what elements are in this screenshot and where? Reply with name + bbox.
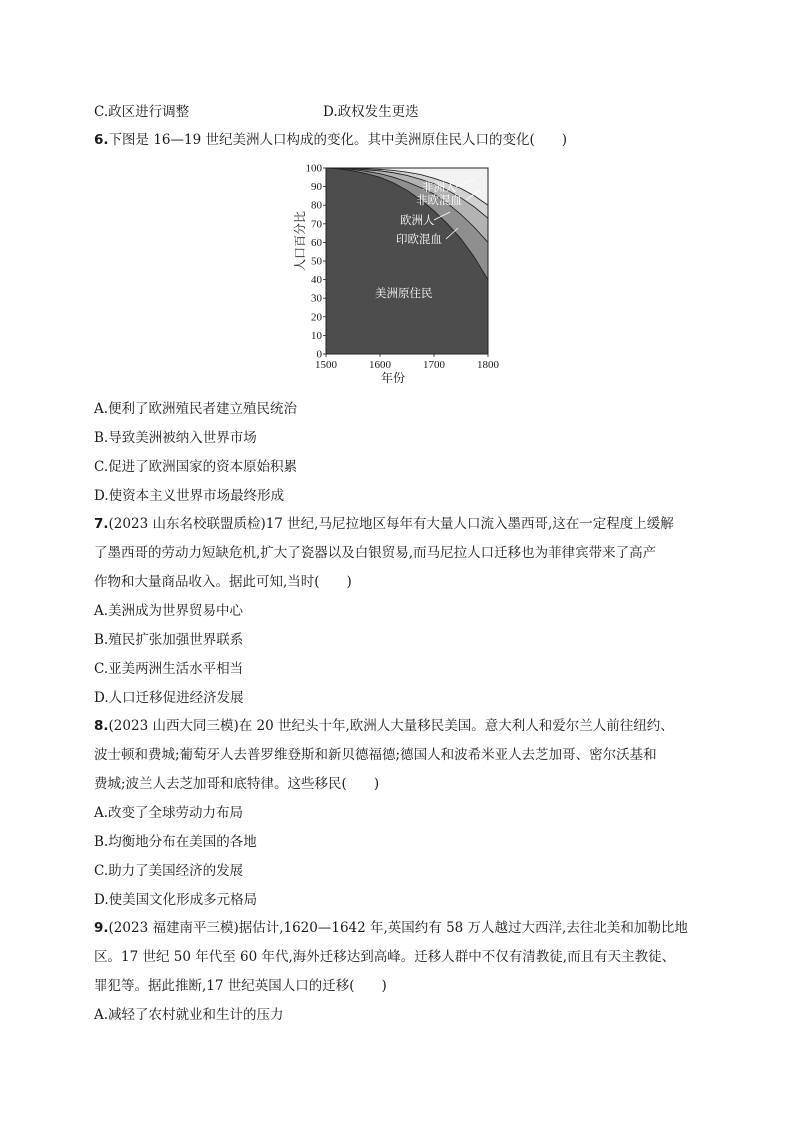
y-tick-label: 80 xyxy=(311,199,322,212)
q6-option-a: A.便利了欧洲殖民者建立殖民统治 xyxy=(94,401,298,417)
label-natives: 美洲原住民 xyxy=(375,286,433,300)
q6-option-d: D.使资本主义世界市场最终形成 xyxy=(94,488,285,504)
q8-text-1: (2023 山西大同三模)在 20 世纪头十年,欧洲人大量移民美国。意大利人和爱尔兰人前往纽约、 xyxy=(108,718,674,734)
q6-text: 下图是 16—19 世纪美洲人口构成的变化。其中美洲原住民人口的变化( ) xyxy=(108,132,568,148)
y-tick-label: 10 xyxy=(311,329,322,342)
q9-text-1: (2023 福建南平三模)据估计,1620—1642 年,英国约有 58 万人越过大西洋,去往北美和加勒比地 xyxy=(108,920,688,936)
q7-number: 7. xyxy=(94,516,109,532)
q6-option-c: C.促进了欧洲国家的资本原始积累 xyxy=(94,459,298,475)
q8-option-d: D.使美国文化形成多元格局 xyxy=(94,892,258,908)
q7-text-1: (2023 山东名校联盟质检)17 世纪,马尼拉地区每年有大量人口流入墨西哥,这在一定程度上缓解 xyxy=(108,516,674,532)
q8-line-2: 波士顿和费城;葡萄牙人去普罗维登斯和新贝德福德;德国人和波希米亚人去芝加哥、密尔沃基和 xyxy=(94,747,657,763)
q9-line-3: 罪犯等。据此推断,17 世纪英国人口的迁移( ) xyxy=(94,978,387,994)
q9-line-2: 区。17 世纪 50 年代至 60 年代,海外迁移达到高峰。迁移人群中不仅有清教徒,而且有天主教徒、 xyxy=(94,949,676,965)
x-axis-label: 年份 xyxy=(380,371,406,385)
x-tick-label: 1500 xyxy=(315,359,337,371)
prev-option-d: D.政权发生更迭 xyxy=(323,104,419,120)
q7-line-1 xyxy=(94,515,674,533)
q8-option-b: B.均衡地分布在美国的各地 xyxy=(94,834,257,850)
q7-line-3: 作物和大量商品收入。据此可知,当时( ) xyxy=(94,574,352,590)
q8-line-1 xyxy=(94,717,674,735)
y-tick-label: 0 xyxy=(316,348,322,361)
y-tick-label: 60 xyxy=(311,236,322,249)
q9-number: 9. xyxy=(94,920,109,936)
q8-option-c: C.助力了美国经济的发展 xyxy=(94,863,244,879)
q6-option-b: B.导致美洲被纳入世界市场 xyxy=(94,430,257,446)
q9-line-1 xyxy=(94,919,688,937)
x-tick-label: 1700 xyxy=(423,359,445,371)
q7-option-c: C.亚美两洲生活水平相当 xyxy=(94,661,244,677)
label-africans: 非洲人 xyxy=(422,180,457,194)
q6-number: 6. xyxy=(94,132,109,148)
q6-stem xyxy=(94,131,567,149)
q7-line-2: 了墨西哥的劳动力短缺危机,扩大了瓷器以及白银贸易,而马尼拉人口迁移也为菲律宾带来了高产 xyxy=(94,545,657,561)
population-chart xyxy=(282,160,512,392)
label-indo-european: 印欧混血 xyxy=(396,232,442,246)
y-tick-label: 20 xyxy=(311,311,322,324)
y-tick-label: 90 xyxy=(311,181,322,194)
q8-number: 8. xyxy=(94,718,109,734)
q8-line-3: 费城;波兰人去芝加哥和底特律。这些移民( ) xyxy=(94,776,380,792)
population-area-chart xyxy=(282,160,512,392)
prev-option-c: C.政区进行调整 xyxy=(94,104,190,120)
q7-option-b: B.殖民扩张加强世界联系 xyxy=(94,632,244,648)
label-europeans: 欧洲人 xyxy=(400,213,435,227)
y-tick-label: 40 xyxy=(311,274,322,287)
label-afro-european: 非欧混血 xyxy=(416,193,462,207)
y-tick-label: 100 xyxy=(305,162,322,175)
q7-option-d: D.人口迁移促进经济发展 xyxy=(94,690,244,706)
x-tick-label: 1600 xyxy=(369,359,391,371)
y-axis-label: 人口百分比 xyxy=(293,210,307,272)
q8-option-a: A.改变了全球劳动力布局 xyxy=(94,805,244,821)
y-tick-label: 30 xyxy=(311,292,322,305)
q9-option-a: A.减轻了农村就业和生计的压力 xyxy=(94,1007,284,1023)
y-tick-label: 70 xyxy=(311,218,322,231)
q7-option-a: A.美洲成为世界贸易中心 xyxy=(94,603,244,619)
y-tick-label: 50 xyxy=(311,255,322,268)
prev-options-row xyxy=(94,103,419,121)
x-tick-label: 1800 xyxy=(477,359,499,371)
